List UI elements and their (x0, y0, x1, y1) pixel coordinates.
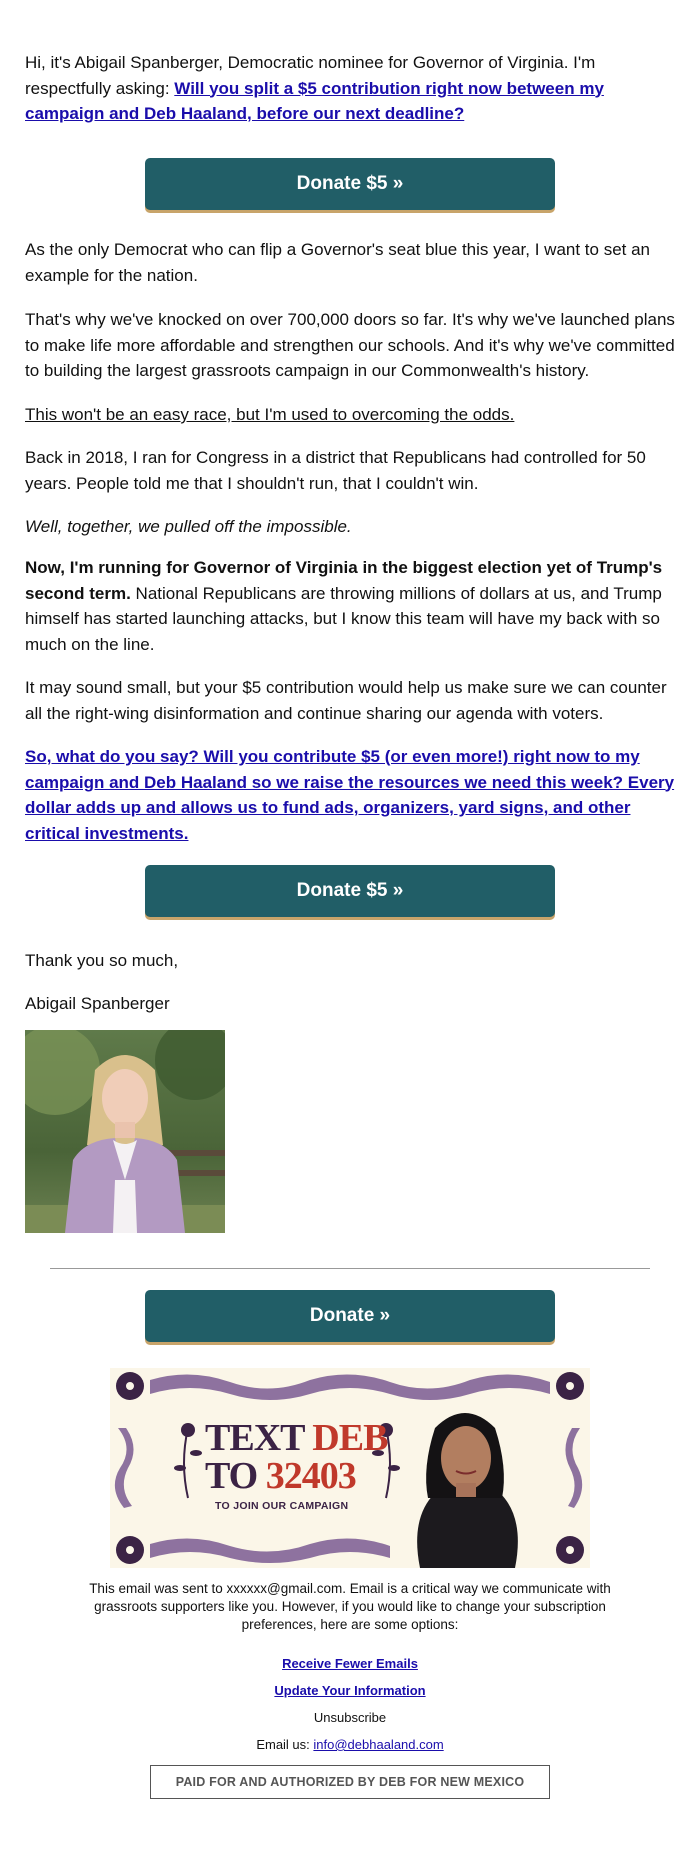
banner-line-1 (205, 1417, 388, 1459)
paragraph-doors: That's why we've knocked on over 700,000 doors so far. It's why we've launched plans to make life more affordable and strengthen our schools. And it's why we've committed to building the largest grassroots campaign in our Commonwealth's history. (25, 310, 675, 380)
candidate-photo (25, 1030, 225, 1233)
paragraph-five-dollars: It may sound small, but your $5 contribution would help us make sure we can counter all the right-wing disinformation and continue sharing our agenda with voters. (25, 678, 667, 723)
donate-button-middle[interactable]: Donate $5 » (145, 865, 555, 917)
signoff-text: Thank you so much, (25, 951, 179, 970)
paragraph-flip-seat: As the only Democrat who can flip a Governor's seat blue this year, I want to set an example for the nation. (25, 240, 651, 285)
banner-text-word: TEXT (205, 1417, 313, 1459)
paragraph-ask-link-wrap (25, 744, 675, 846)
text-deb-banner[interactable] (110, 1368, 590, 1568)
footer-notice: This email was sent to xxxxxx@gmail.com. Email is a critical way we communicate with grassroots supporters like you. However, if you would like to change your subscription preferences, here are some options: (89, 1581, 611, 1632)
update-information-link[interactable]: Update Your Information (274, 1683, 426, 1698)
email-us-line (0, 1737, 700, 1752)
contribute-ask-link[interactable]: So, what do you say? Will you contribute $5 (or even more!) right now to my campaign and Deb Haaland so we raise the resources we need this week? Every dollar adds up and allows us to fund ads, organizers, yard signs, and other critical investments. (25, 747, 675, 843)
governor-race-bold: Now, I'm running for Governor of Virginia in the biggest election yet of Trump's second term. (25, 558, 663, 603)
intro-text: Hi, it's Abigail Spanberger, Democratic nominee for Governor of Virginia. I'm respectfully asking: (25, 53, 596, 98)
contact-email-link[interactable]: info@debhaaland.com (313, 1737, 444, 1752)
donate-button-top[interactable]: Donate $5 » (145, 158, 555, 210)
signature-text: Abigail Spanberger (25, 994, 170, 1013)
banner-line-2 (205, 1455, 356, 1497)
paragraph-easy-race: This won't be an easy race, but I'm used to overcoming the odds. (25, 405, 515, 424)
footer-divider (50, 1268, 650, 1269)
paragraph-2018: Back in 2018, I ran for Congress in a district that Republicans had controlled for 50 years. People told me that I shouldn't run, that I couldn't win. (25, 448, 646, 493)
donate-button-footer[interactable]: Donate » (145, 1290, 555, 1342)
banner-to-word: TO (205, 1455, 266, 1497)
paid-for-disclaimer: PAID FOR AND AUTHORIZED BY DEB FOR NEW MEXICO (150, 1765, 550, 1799)
email-us-label: Email us: (256, 1737, 314, 1752)
intro-ask-link[interactable]: Will you split a $5 contribution right now between my campaign and Deb Haaland, before our next deadline? (25, 78, 604, 123)
banner-subline: TO JOIN OUR CAMPAIGN (215, 1500, 349, 1512)
receive-fewer-emails-link[interactable]: Receive Fewer Emails (282, 1656, 418, 1671)
banner-deb-word: DEB (312, 1417, 388, 1459)
intro-paragraph (25, 50, 675, 127)
paragraph-governor-race (25, 555, 675, 657)
candidate-photo-image (25, 1030, 225, 1233)
banner-shortcode: 32403 (265, 1455, 356, 1497)
governor-race-rest: National Republicans are throwing millions of dollars at us, and Trump himself has started launching attacks, but I know this team will have my back with so much on the line. (25, 583, 662, 654)
unsubscribe-text[interactable]: Unsubscribe (313, 1710, 387, 1725)
paragraph-impossible: Well, together, we pulled off the impossible. (25, 517, 352, 536)
